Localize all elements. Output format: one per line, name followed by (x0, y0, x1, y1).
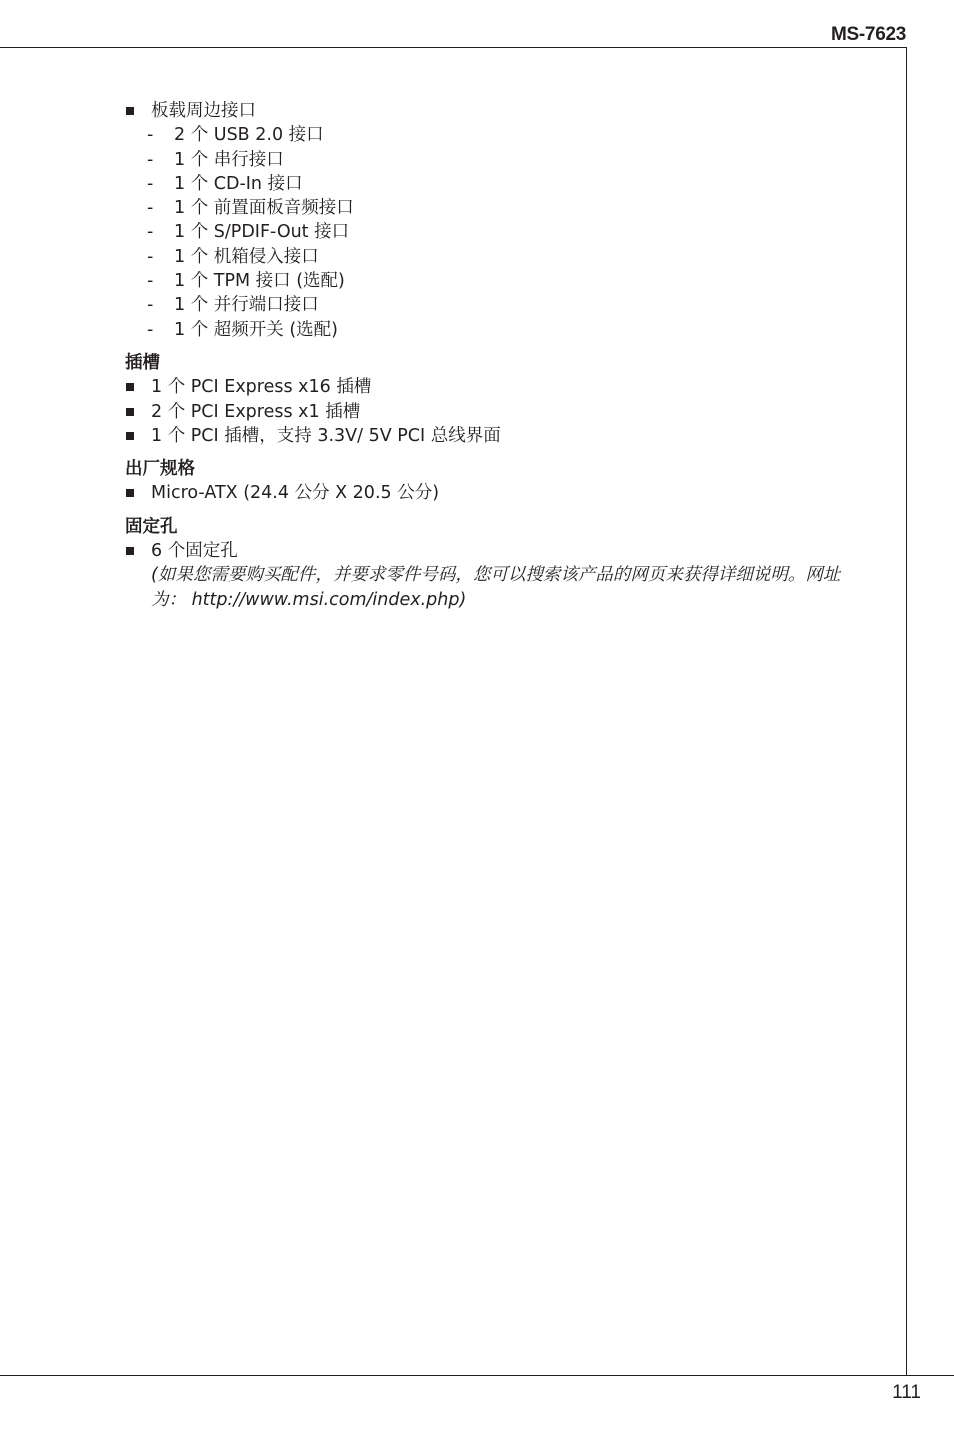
list-item: - 2 个 USB 2.0 接口 (125, 123, 865, 147)
dash-bullet-icon: - (147, 173, 154, 194)
square-bullet-icon (126, 547, 134, 555)
parts-note: (如果您需要购买配件，并要求零件号码，您可以搜索该产品的网页来获得详细说明。网址为： http://www.msi.com/index.php) (151, 565, 841, 610)
mounting-heading: 固定孔 (125, 516, 178, 537)
dash-bullet-icon: - (147, 319, 154, 340)
dash-bullet-icon: - (147, 198, 154, 219)
form-factor-heading: 出厂规格 (125, 459, 195, 480)
model-title: MS-7623 (831, 24, 906, 45)
footer-rule (0, 1375, 954, 1376)
spec-content (125, 99, 865, 612)
onboard-peripherals-title: 板载周边接口 (151, 101, 256, 121)
onboard-peripherals-item (125, 99, 865, 123)
square-bullet-icon (126, 489, 134, 497)
dash-bullet-icon: - (147, 295, 154, 316)
dash-bullet-icon: - (147, 271, 154, 292)
list-item: 1 个 PCI 插槽，支持 3.3V/ 5V PCI 总线界面 (125, 424, 865, 448)
list-item: - 1 个 超频开关 (选配) (125, 318, 865, 342)
dash-bullet-icon: - (147, 246, 154, 267)
slots-heading: 插槽 (125, 352, 160, 373)
list-item: 6 个固定孔 (125, 539, 865, 563)
list-item: 1 个 PCI Express x16 插槽 (125, 375, 865, 399)
header-rule (0, 47, 907, 48)
list-item: 2 个 PCI Express x1 插槽 (125, 400, 865, 424)
dash-bullet-icon: - (147, 125, 154, 146)
list-item: - 1 个 前置面板音频接口 (125, 196, 865, 220)
list-item: - 1 个 TPM 接口 (选配) (125, 269, 865, 293)
list-item: - 1 个 机箱侵入接口 (125, 245, 865, 269)
dash-bullet-icon: - (147, 222, 154, 243)
page-number: 111 (892, 1382, 921, 1403)
dash-bullet-icon: - (147, 149, 154, 170)
list-item: - 1 个 S/PDIF-Out 接口 (125, 220, 865, 244)
square-bullet-icon (126, 107, 134, 115)
list-item: - 1 个 串行接口 (125, 148, 865, 172)
list-item: Micro-ATX (24.4 公分 X 20.5 公分) (125, 481, 865, 505)
square-bullet-icon (126, 408, 134, 416)
square-bullet-icon (126, 432, 134, 440)
list-item: - 1 个 CD-In 接口 (125, 172, 865, 196)
square-bullet-icon (126, 383, 134, 391)
list-item: - 1 个 并行端口接口 (125, 293, 865, 317)
margin-rule (906, 47, 907, 1376)
